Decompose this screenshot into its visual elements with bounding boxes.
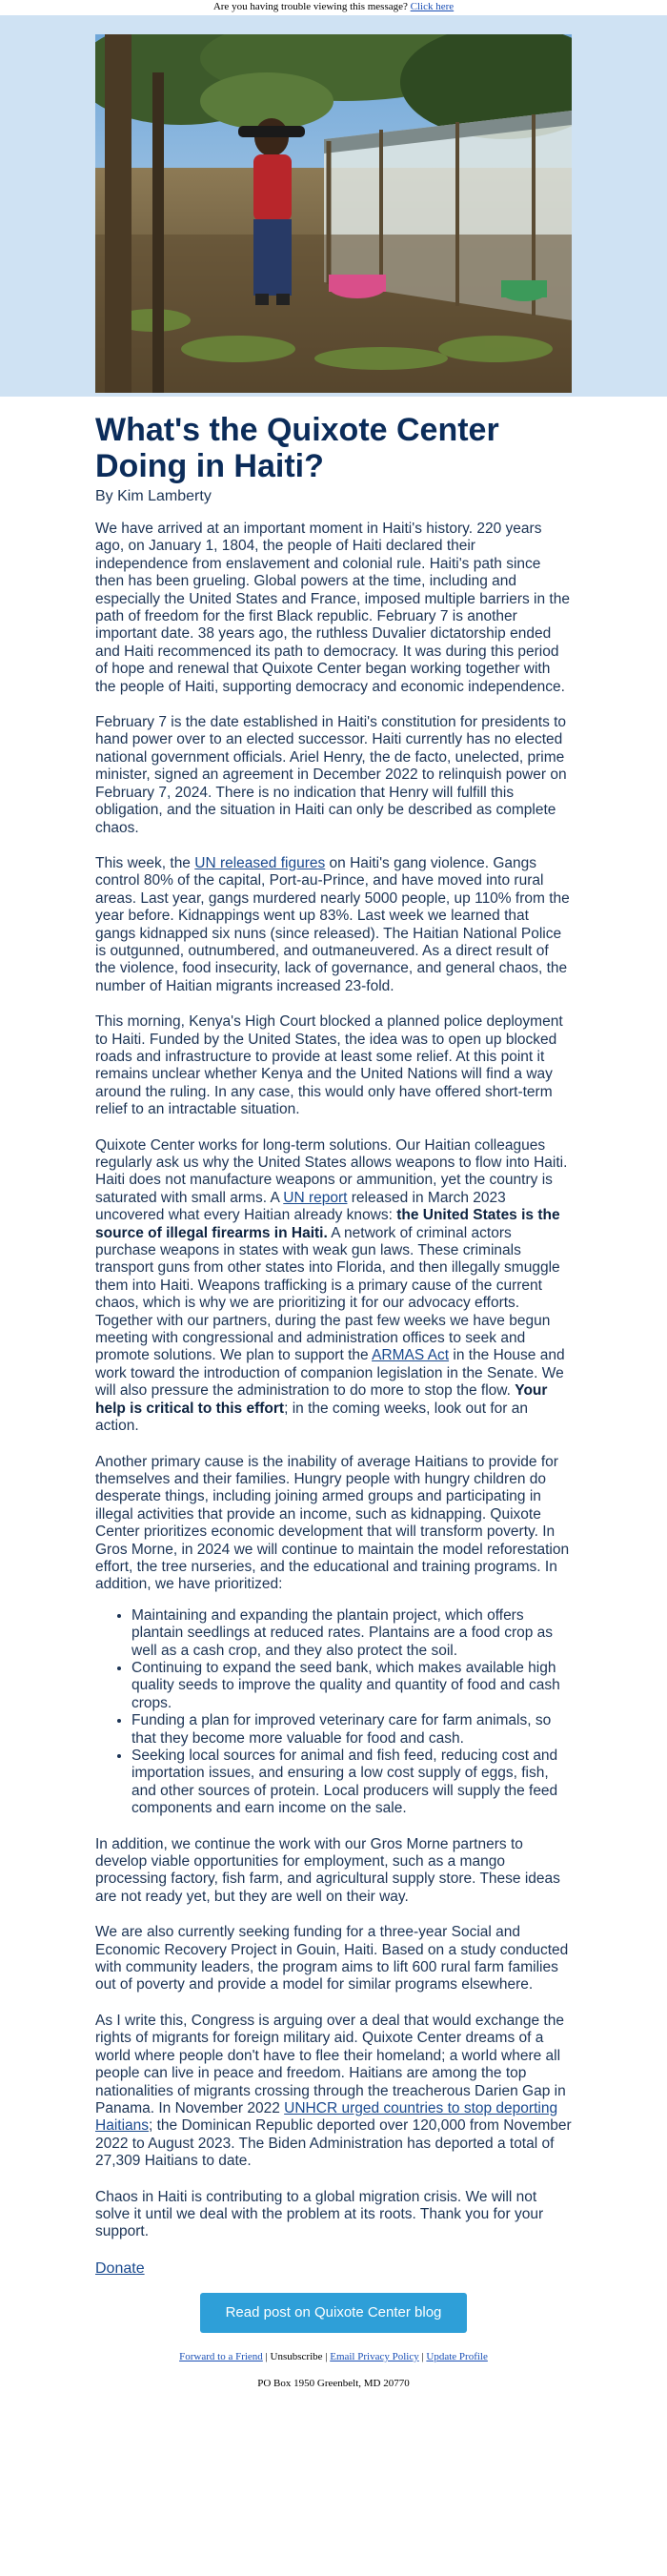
- preheader: [0, 0, 667, 15]
- view-online-link[interactable]: Click here: [410, 1, 455, 12]
- paragraph-4: This morning, Kenya's High Court blocked a planned police deployment to Haiti. Funded by the United States, the idea was to open up blocked roads and infrastructure to provide at least some relief. At this point it remains unclear whether Kenya and the United Nations will find a way around the ruling. In any case, this would only have offered short-term relief to an intractable situation.: [95, 1013, 563, 1118]
- privacy-policy-link[interactable]: Email Privacy Policy: [330, 2350, 419, 2362]
- paragraph-5-text-a: Quixote Center works for long-term solutions. Our Haitian colleagues regularly ask us why the United States allows weapons to flow into Haiti. Haiti does not manufacture weapons or ammunition, yet the country is saturated with small arms. A: [95, 1136, 568, 1206]
- footer-separator: |: [418, 2350, 427, 2362]
- un-report-link[interactable]: UN report: [283, 1189, 348, 1206]
- unsubscribe-text[interactable]: Unsubscribe: [270, 2350, 323, 2362]
- button-wrap: [95, 2293, 572, 2333]
- paragraph-9-text-a: As I write this, Congress is arguing over a deal that would exchange the rights of migrants for foreign military aid. Quixote Center dreams of a world where people don't have to flee their homeland; a world where all people can live in peace and freedom. Haitians are among the top nationalities of migrants crossing through the treacherous Darien Gap in Panama. In November 2022: [95, 2012, 566, 2116]
- preheader-text: Are you having trouble viewing this message?: [212, 1, 408, 12]
- donate-link[interactable]: Donate: [95, 2259, 145, 2277]
- footer-separator: |: [262, 2350, 271, 2362]
- paragraph-5-text-b: released in March 2023 uncovered what every Haitian already knows:: [95, 1189, 506, 1224]
- footer-separator: |: [322, 2350, 331, 2362]
- paragraph-2: February 7 is the date established in Haiti's constitution for presidents to hand power over to an elected successor. Haiti currently has no elected national government officials. Ariel Henry, the de facto, unelected, prime minister, signed an agreement in December 2022 to relinquish power on February 7, 2024. There is no indication that Henry will fulfill this obligation, and the situation in Haiti can only be described as complete chaos.: [95, 714, 567, 836]
- mailing-address: PO Box 1950 Greenbelt, MD 20770: [257, 2377, 410, 2389]
- paragraph-3-text-b: on Haiti's gang violence. Gangs control 80% of the capital, Port-au-Prince, and have moved into rural areas. Last year, gangs murdered nearly 5000 people, up 110% from the year before. Kidnappings went up 83%. Last week we learned that gangs kidnapped six nuns (since released). The Haitian National Police is outgunned, outnumbered, and outmaneuvered. As a direct result of the violence, food insecurity, lack of governance, and general chaos, the number of Haitian migrants increased 23-fold.: [95, 854, 570, 994]
- page-title: What's the Quixote Center Doing in Haiti?: [95, 412, 499, 484]
- forward-to-friend-link[interactable]: Forward to a Friend: [179, 2350, 263, 2362]
- paragraph-3: [95, 855, 572, 995]
- list-item: • Continuing to expand the seed bank, which makes available high quality seeds to improve the quality and quantity of food and cash crops.: [131, 1660, 572, 1712]
- paragraph-6: Another primary cause is the inability of average Haitians to provide for themselves and their families. Hungry people with hungry children do desperate things, including joining armed groups and participating in illegal activities that provide an income, such as kidnapping. Quixote Center prioritizes economic development that will transform poverty. In Gros Morne, in 2024 we will continue to maintain the model reforestation effort, the tree nurseries, and the educational and training programs. In addition, we have prioritized:: [95, 1453, 570, 1593]
- hero-photo: [95, 34, 572, 393]
- article: [95, 397, 572, 2333]
- list-item: • Maintaining and expanding the plantain project, which offers plantain seedlings at reduced rates. Plantains are a food crop as well as a cash crop, and they also protect the soil.: [131, 1607, 572, 1660]
- paragraph-5-bold-a: the United States is the source of illegal firearms in Haiti.: [95, 1207, 560, 1241]
- paragraph-3-text-a: This week, the: [95, 854, 195, 871]
- list-item: • Seeking local sources for animal and fish feed, reducing cost and importation issues, and ensuring a low cost supply of eggs, fish, and other sources of protein. Local producers will supply the feed components and earn income on the sale.: [131, 1748, 572, 1818]
- paragraph-5-text-e: ; in the coming weeks, look out for an action.: [95, 1400, 528, 1435]
- paragraph-9: [95, 2013, 572, 2171]
- list-item: • Funding a plan for improved veterinary care for farm animals, so that they become more valuable for food and cash.: [131, 1712, 572, 1748]
- paragraph-7: In addition, we continue the work with our Gros Morne partners to develop viable opportunities for employment, such as a mango processing factory, fish farm, and agricultural supply store. These ideas are not ready yet, but they are well on their way.: [95, 1835, 560, 1905]
- footer: [0, 2350, 667, 2390]
- paragraph-9-text-b: ; the Dominican Republic deported over 120,000 from November 2022 to August 2023. The Biden Administration has deported a total of 27,309 Haitians to date.: [95, 2117, 572, 2170]
- paragraph-5-text-c: A network of criminal actors purchase weapons in states with weak gun laws. These criminals transport guns from other states into Florida, and then illegally smuggle them into Haiti. Weapons trafficking is a primary cause of the current chaos, which is why we are prioritizing it for our advocacy efforts. Together with our partners, during the past few weeks we have begun meeting with congressional and administration offices to seek and promote solutions. We plan to support the: [95, 1224, 560, 1364]
- un-figures-link[interactable]: UN released figures: [194, 854, 326, 871]
- paragraph-5-bold-b: Your help is critical to this effort: [95, 1382, 548, 1417]
- unhcr-link[interactable]: UNHCR urged countries to stop deporting Haitians: [95, 2099, 558, 2135]
- armas-act-link[interactable]: ARMAS Act: [372, 1347, 450, 1364]
- byline: By Kim Lamberty: [95, 488, 212, 504]
- footer-links: [0, 2350, 667, 2363]
- hero-band: [0, 15, 667, 397]
- priorities-list: [95, 1607, 572, 1818]
- paragraph-10: Chaos in Haiti is contributing to a global migration crisis. We will not solve it until we deal with the problem at its roots. Thank you for your support.: [95, 2188, 544, 2240]
- paragraph-1: We have arrived at an important moment in Haiti's history. 220 years ago, on January 1, 1804, the people of Haiti declared their independence from enslavement and colonial rule. Haiti's path since then has been grueling. Global powers at the time, including and especially the United States and France, imposed multiple barriers in the path of freedom for the first Black republic. February 7 is another important date. 38 years ago, the ruthless Duvalier dictatorship ended and Haiti recommenced its path to democracy. It was during this period of hope and renewal that Quixote Center began working together with the people of Haiti, supporting democracy and economic independence.: [95, 521, 570, 695]
- paragraph-8: We are also currently seeking funding for a three-year Social and Economic Recovery Project in Gouin, Haiti. Based on a study conducted with community leaders, the program aims to lift 600 rural farm families out of poverty and provide a model for similar programs elsewhere.: [95, 1924, 569, 1993]
- paragraph-5-text-d: in the House and work toward the introduction of companion legislation in the Senate. We will also pressure the administration to do more to stop the flow.: [95, 1347, 565, 1400]
- update-profile-link[interactable]: Update Profile: [426, 2350, 488, 2362]
- read-on-blog-button[interactable]: Read post on Quixote Center blog: [200, 2293, 467, 2333]
- paragraph-5: [95, 1137, 572, 1436]
